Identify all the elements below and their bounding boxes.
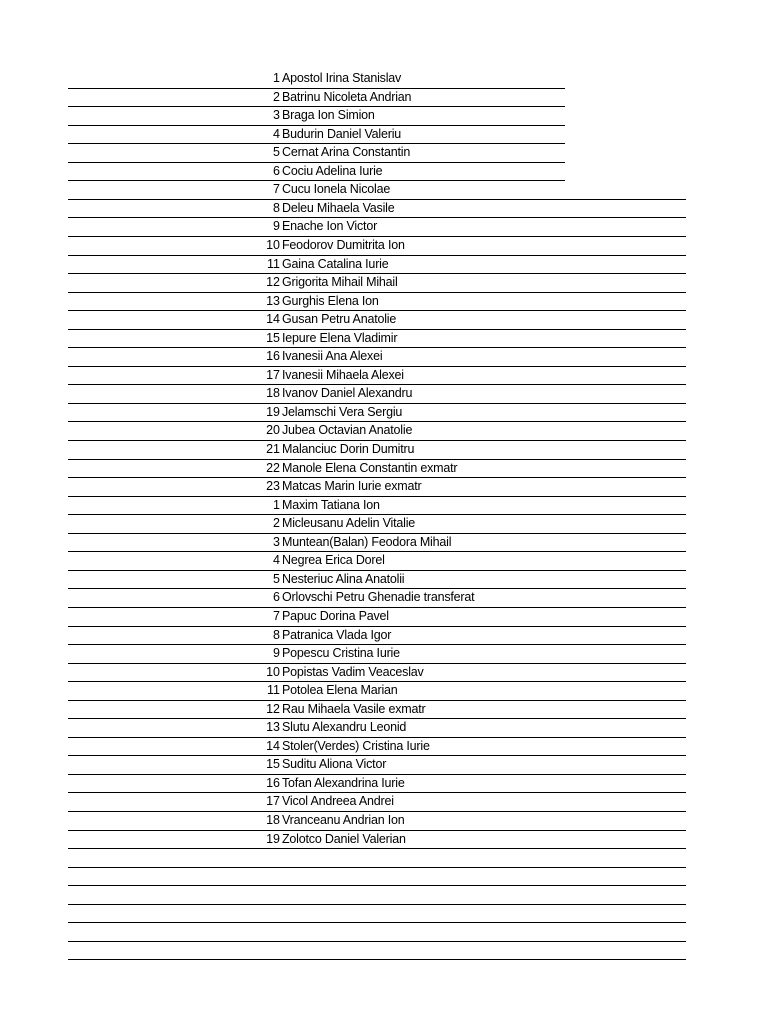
row-divider — [68, 533, 686, 534]
list-row — [0, 403, 768, 422]
row-number: 6 — [273, 163, 280, 178]
student-name: Vranceanu Andrian Ion — [282, 813, 405, 827]
student-name: Slutu Alexandru Leonid — [282, 720, 407, 735]
row-number: 2 — [273, 516, 280, 531]
student-name: Enache Ion Victor — [282, 219, 378, 234]
student-name: Negrea Erica Dorel — [282, 553, 385, 568]
row-number: 14 — [266, 312, 280, 327]
row-divider — [68, 125, 565, 126]
row-divider — [68, 959, 686, 960]
row-divider — [68, 588, 686, 589]
student-name: Gaina Catalina Iurie — [282, 256, 389, 271]
student-name: Gusan Petru Anatolie — [282, 312, 397, 327]
row-divider — [68, 180, 565, 181]
student-name: Braga Ion Simion — [282, 108, 375, 123]
row-number: 6 — [273, 590, 280, 605]
row-divider — [68, 737, 686, 738]
row-number: 13 — [266, 293, 280, 308]
row-divider — [68, 477, 686, 478]
row-divider — [68, 867, 686, 868]
list-row — [0, 236, 768, 255]
student-name: Deleu Mihaela Vasile — [282, 200, 395, 215]
student-name: Muntean(Balan) Feodora Mihail — [282, 534, 452, 549]
student-name: Gurghis Elena Ion — [282, 293, 379, 308]
student-name: Jelamschi Vera Sergiu — [282, 404, 403, 419]
row-divider — [68, 570, 686, 571]
list-row — [0, 347, 768, 366]
row-divider — [68, 366, 686, 367]
row-number: 1 — [273, 497, 280, 512]
student-name: Vicol Andreea Andrei — [282, 794, 394, 809]
row-number: 19 — [266, 404, 280, 419]
row-divider — [68, 885, 686, 886]
row-divider — [68, 830, 686, 831]
student-name: Ivanesii Mihaela Alexei — [282, 367, 404, 382]
row-number: 19 — [266, 831, 280, 846]
row-divider — [68, 496, 686, 497]
list-row — [0, 570, 768, 589]
row-number: 22 — [266, 460, 280, 475]
student-name: Suditu Aliona Victor — [282, 757, 387, 772]
list-row — [0, 681, 768, 700]
row-divider — [68, 681, 686, 682]
row-divider — [68, 310, 686, 311]
student-name: Ivanesii Ana Alexei — [282, 349, 383, 364]
row-number: 5 — [273, 145, 280, 160]
row-number: 17 — [266, 367, 280, 382]
row-divider — [68, 273, 686, 274]
row-number: 10 — [266, 664, 280, 679]
row-divider — [68, 848, 686, 849]
row-divider — [68, 904, 686, 905]
student-name: Ivanov Daniel Alexandru — [282, 386, 413, 401]
list-row — [0, 384, 768, 403]
row-number: 3 — [273, 534, 280, 549]
student-name: Cociu Adelina Iurie — [282, 163, 383, 178]
list-row — [0, 106, 768, 125]
student-name: Orlovschi Petru Ghenadie transferat — [282, 590, 475, 605]
row-divider — [68, 626, 686, 627]
student-name: Popescu Cristina Iurie — [282, 646, 400, 661]
list-row — [0, 626, 768, 645]
row-divider — [68, 755, 686, 756]
list-row — [0, 607, 768, 626]
list-row — [0, 199, 768, 218]
row-divider — [68, 421, 686, 422]
student-name: Micleusanu Adelin Vitalie — [282, 516, 416, 531]
row-number: 12 — [266, 701, 280, 716]
list-row — [0, 366, 768, 385]
list-row — [0, 217, 768, 236]
list-row — [0, 125, 768, 144]
student-name: Tofan Alexandrina Iurie — [282, 775, 405, 790]
row-number: 15 — [266, 330, 280, 345]
student-name: Stoler(Verdes) Cristina Iurie — [282, 738, 430, 753]
student-name: Matcas Marin Iurie exmatr — [282, 479, 422, 494]
row-divider — [68, 347, 686, 348]
row-number: 15 — [266, 757, 280, 772]
list-row — [0, 310, 768, 329]
row-number: 13 — [266, 720, 280, 735]
student-name: Nesteriuc Alina Anatolii — [282, 571, 405, 586]
row-divider — [68, 217, 686, 218]
row-divider — [68, 143, 565, 144]
student-name: Cucu Ionela Nicolae — [282, 182, 391, 197]
list-row — [0, 292, 768, 311]
student-name: Iepure Elena Vladimir — [282, 330, 398, 345]
row-divider — [68, 255, 686, 256]
list-row — [0, 273, 768, 292]
row-divider — [68, 922, 686, 923]
student-name: Rau Mihaela Vasile exmatr — [282, 701, 426, 716]
row-divider — [68, 292, 686, 293]
row-number: 7 — [273, 182, 280, 197]
row-number: 1 — [273, 71, 280, 85]
row-number: 16 — [266, 775, 280, 790]
student-name: Patranica Vlada Igor — [282, 627, 392, 642]
student-name: Malanciuc Dorin Dumitru — [282, 442, 415, 456]
row-number: 8 — [273, 627, 280, 642]
list-row — [0, 737, 768, 756]
row-number: 18 — [266, 386, 280, 401]
row-divider — [68, 106, 565, 107]
list-row — [0, 162, 768, 181]
row-number: 23 — [266, 479, 280, 494]
list-row — [0, 588, 768, 607]
row-divider — [68, 384, 686, 385]
list-row — [0, 700, 768, 719]
row-divider — [68, 88, 565, 89]
row-number: 21 — [266, 442, 280, 456]
row-divider — [68, 644, 686, 645]
row-divider — [68, 700, 686, 701]
row-divider — [68, 663, 686, 664]
student-name: Jubea Octavian Anatolie — [282, 423, 413, 438]
row-number: 17 — [266, 794, 280, 809]
row-number: 9 — [273, 219, 280, 234]
list-row — [0, 88, 768, 107]
row-divider — [68, 440, 686, 441]
list-row — [0, 663, 768, 682]
student-name: Budurin Daniel Valeriu — [282, 126, 402, 141]
row-divider — [68, 774, 686, 775]
list-row — [0, 718, 768, 737]
list-row — [0, 514, 768, 533]
student-name: Feodorov Dumitrita Ion — [282, 237, 405, 252]
row-number: 4 — [273, 126, 280, 141]
row-divider — [68, 607, 686, 608]
list-row — [0, 329, 768, 348]
row-number: 7 — [273, 608, 280, 623]
row-divider — [68, 551, 686, 552]
student-name: Maxim Tatiana Ion — [282, 497, 380, 512]
list-row — [0, 180, 768, 199]
student-name: Manole Elena Constantin exmatr — [282, 460, 458, 475]
row-number: 2 — [273, 89, 280, 104]
list-row — [0, 551, 768, 570]
student-name: Cernat Arina Constantin — [282, 145, 411, 160]
row-number: 9 — [273, 646, 280, 661]
student-name: Potolea Elena Marian — [282, 683, 398, 698]
row-divider — [68, 459, 686, 460]
student-name: Grigorita Mihail Mihail — [282, 275, 398, 290]
row-divider — [68, 236, 686, 237]
row-divider — [68, 941, 686, 942]
row-number: 14 — [266, 738, 280, 753]
list-row — [0, 255, 768, 274]
row-divider — [68, 403, 686, 404]
row-number: 20 — [266, 423, 280, 438]
student-name: Popistas Vadim Veaceslav — [282, 664, 424, 679]
list-row — [0, 440, 768, 459]
list-row — [0, 792, 768, 811]
list-row — [0, 496, 768, 515]
row-number: 5 — [273, 571, 280, 586]
list-row — [0, 644, 768, 663]
row-number: 11 — [267, 256, 280, 271]
list-row — [0, 69, 768, 88]
row-divider — [68, 162, 565, 163]
student-name: Papuc Dorina Pavel — [282, 608, 389, 623]
row-divider — [68, 514, 686, 515]
row-number: 8 — [273, 200, 280, 215]
row-number: 18 — [266, 813, 280, 827]
row-number: 11 — [267, 683, 280, 698]
row-number: 10 — [266, 237, 280, 252]
row-number: 4 — [273, 553, 280, 568]
row-number: 16 — [266, 349, 280, 364]
list-row — [0, 830, 768, 849]
list-row — [0, 755, 768, 774]
row-divider — [68, 199, 686, 200]
row-divider — [68, 718, 686, 719]
row-divider — [68, 792, 686, 793]
list-row — [0, 774, 768, 793]
list-row — [0, 421, 768, 440]
list-row — [0, 143, 768, 162]
row-number: 12 — [266, 275, 280, 290]
list-row — [0, 459, 768, 478]
student-name: Zolotco Daniel Valerian — [282, 831, 406, 846]
row-divider — [68, 329, 686, 330]
list-row — [0, 533, 768, 552]
row-number: 3 — [273, 108, 280, 123]
row-divider — [68, 811, 686, 812]
list-row — [0, 477, 768, 496]
student-name: Apostol Irina Stanislav — [282, 71, 402, 85]
list-row — [0, 811, 768, 830]
student-name: Batrinu Nicoleta Andrian — [282, 89, 412, 104]
